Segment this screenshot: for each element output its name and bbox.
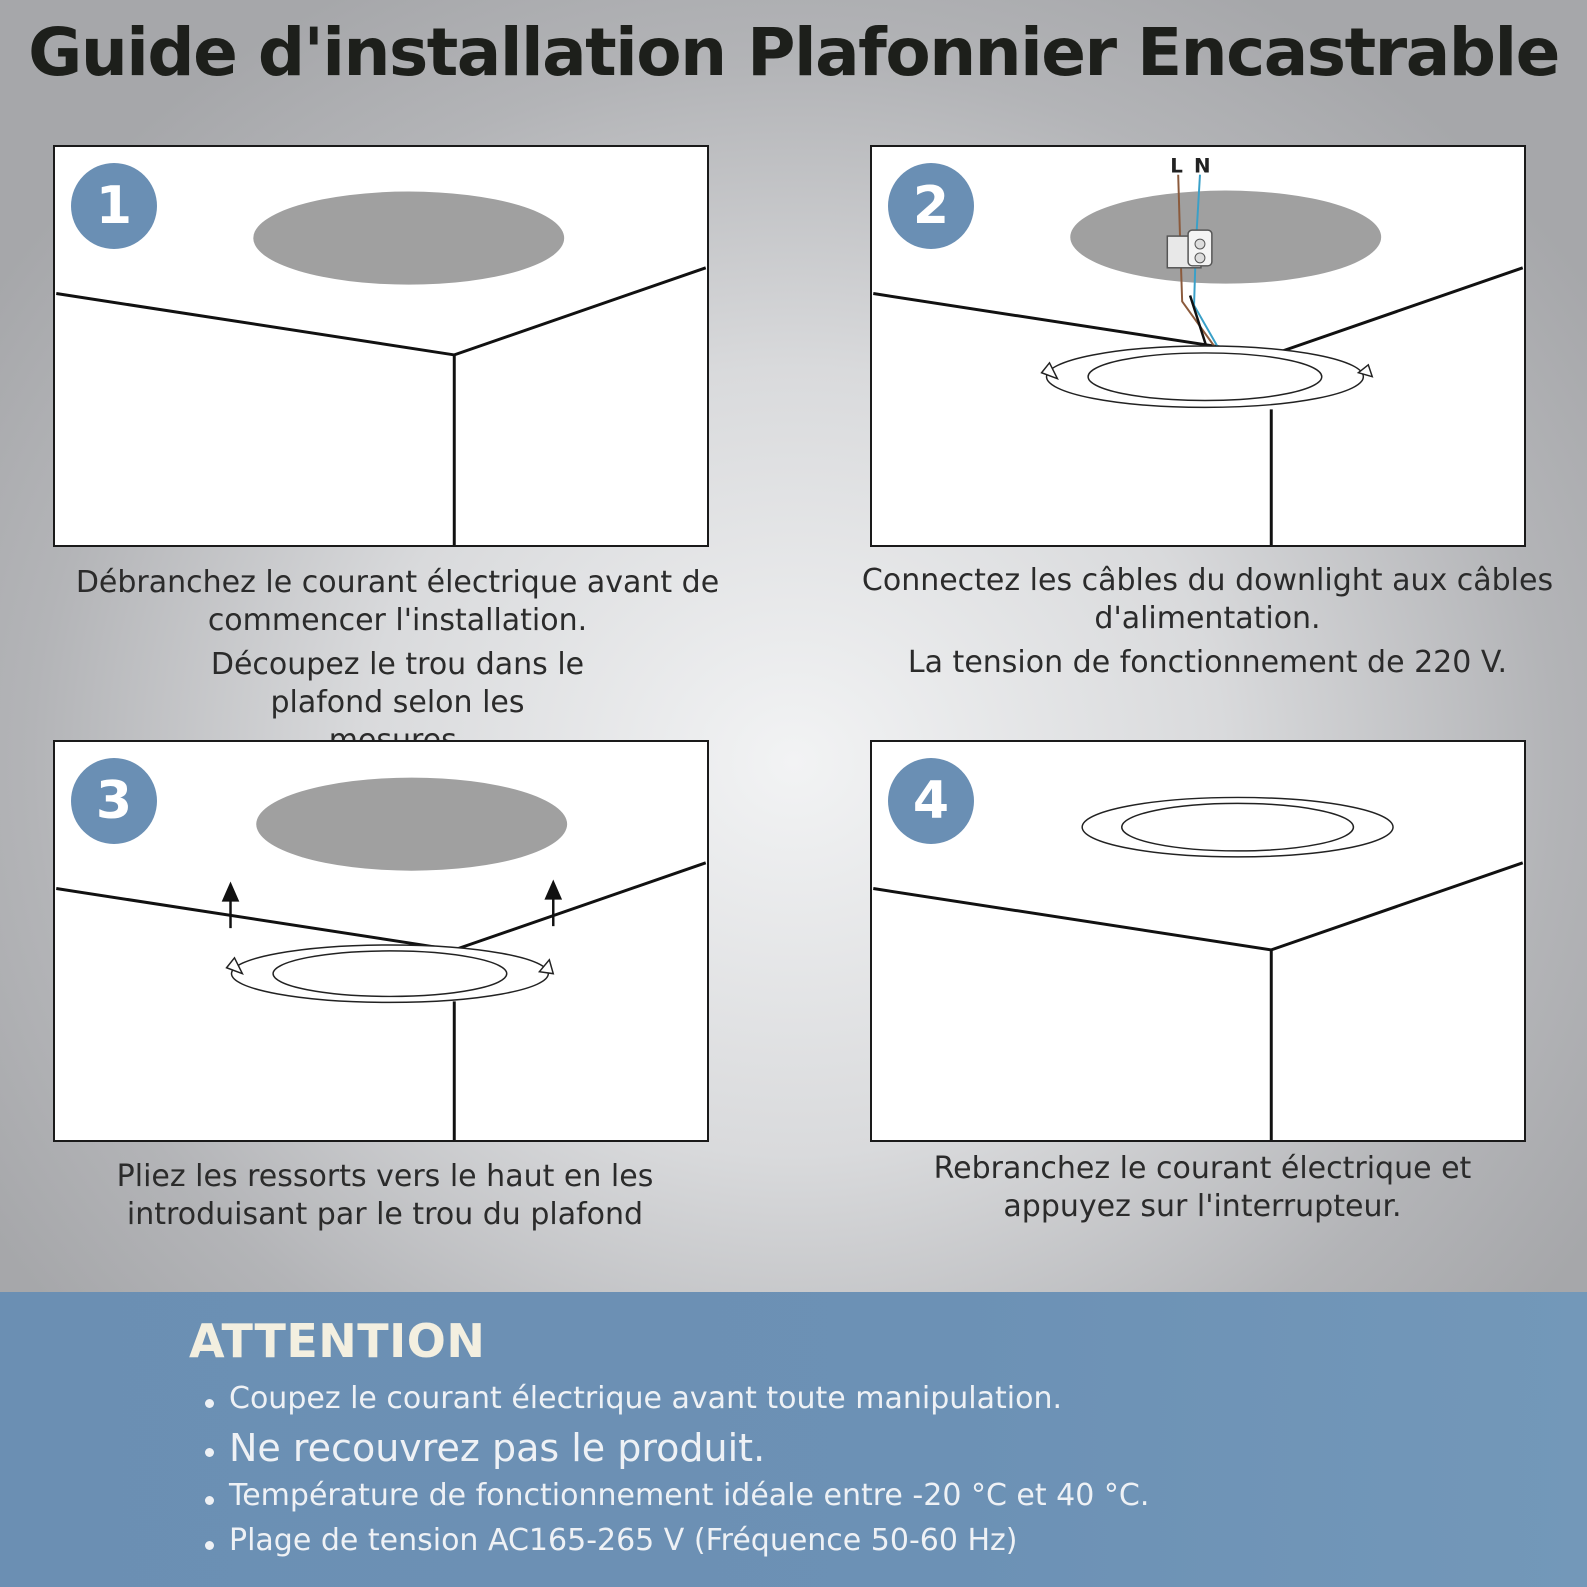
list-item: Plage de tension AC165-265 V (Fréquence 50-60 Hz) [205,1518,1149,1564]
step-3-caption: Pliez les ressorts vers le haut en les introduisant par le trou du plafond [116,1159,654,1232]
step-number-badge: 2 [888,163,974,249]
step-3-illustration [53,740,709,1142]
list-item: Température de fonctionnement idéale entre -20 °C et 40 °C. [205,1474,1149,1518]
step-number-badge: 4 [888,758,974,844]
downlight-fixture [1042,346,1373,407]
list-item: Ne recouvrez pas le produit. [205,1422,1149,1474]
wire-label-live: L [1170,154,1183,178]
step-4-caption: Rebranchez le courant électrique et appuyez sur l'interrupteur. [933,1151,1472,1224]
ceiling-hole [256,778,567,871]
ceiling-hole [253,192,564,285]
step-number-badge: 3 [71,758,157,844]
terminal-block [1167,230,1212,268]
attention-title: ATTENTION [189,1314,486,1368]
step-2-illustration [870,145,1526,547]
step-4-illustration [870,740,1526,1142]
step-2-caption: Connectez les câbles du downlight aux câbles d'alimentation. La tension de fonctionnement de 220 V. [861,563,1554,680]
step-1-caption: Débranchez le courant électrique avant de commencer l'installation. Découpez le trou dans le plafond selon les [75,565,720,720]
step-number-badge: 1 [71,163,157,249]
installed-downlight [1082,797,1393,856]
list-item: Coupez le courant électrique avant toute manipulation. [205,1376,1149,1422]
attention-section [0,1292,1587,1587]
page-title: Guide d'installation Plafonnier Encastrable [28,14,1559,91]
ceiling-hole [1070,191,1381,284]
wire-label-neutral: N [1194,154,1211,178]
attention-list [205,1376,1149,1564]
downlight-fixture [227,945,554,1002]
step-1-illustration [53,145,709,547]
